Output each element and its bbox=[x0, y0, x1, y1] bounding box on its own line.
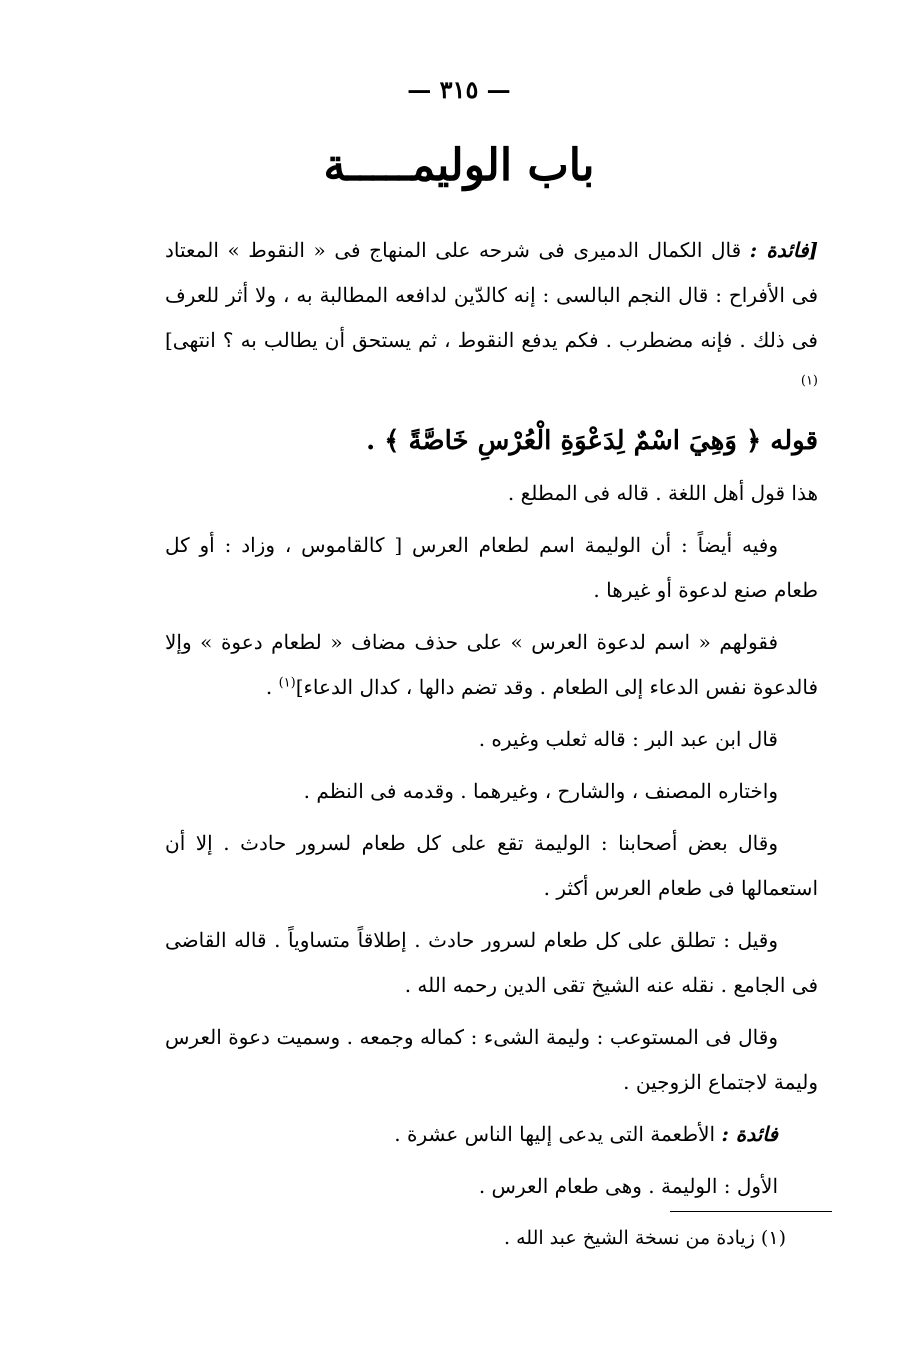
note-label: [فائدة : bbox=[749, 238, 818, 262]
paragraph bbox=[165, 717, 818, 762]
paragraph bbox=[165, 523, 818, 613]
quoted-statement bbox=[165, 415, 818, 467]
paragraph-text: الأول : الوليمة . وهى طعام العرس . bbox=[478, 1174, 778, 1198]
paragraph bbox=[165, 1164, 818, 1209]
paragraph-text: وقيل : تطلق على كل طعام لسرور حادث . إطلاقاً متساوياً . قاله القاضى فى الجامع . نقله عنه الشيخ تقى الدين رحمه الله . bbox=[165, 928, 818, 997]
paragraph bbox=[165, 769, 818, 814]
paragraph bbox=[165, 821, 818, 911]
note-label: فائدة : bbox=[721, 1122, 778, 1146]
paragraph-text: فقولهم « اسم لدعوة العرس » على حذف مضاف « لطعام دعوة » وإلا فالدعوة نفس الدعاء إلى الطعام . وقد تضم دالها ، كدال الدعاء] bbox=[165, 630, 818, 699]
paragraph bbox=[165, 1015, 818, 1105]
page-number: — ٣١٥ — bbox=[407, 75, 511, 104]
paragraph-text: واختاره المصنف ، والشارح ، وغيرهما . وقدمه فى النظم . bbox=[303, 779, 778, 803]
paragraph-text: وفيه أيضاً : أن الوليمة اسم لطعام العرس [ كالقاموس ، وزاد : أو كل طعام صنع لدعوة أو غيرها . bbox=[165, 533, 818, 602]
paragraph-note-nuqut bbox=[165, 228, 818, 408]
paragraph bbox=[165, 620, 818, 710]
footnote-divider bbox=[670, 1211, 832, 1212]
chapter-title: باب الوليمـــــة bbox=[323, 140, 595, 191]
paragraph bbox=[165, 471, 818, 516]
paragraph-text: الأطعمة التى يدعى إليها الناس عشرة . bbox=[394, 1122, 722, 1146]
paragraph-text: وقال فى المستوعب : وليمة الشىء : كماله وجمعه . وسميت دعوة العرس وليمة لاجتماع الزوجين . bbox=[165, 1025, 818, 1094]
paragraph-text: قوله ﴿ وَهِيَ اسْمٌ لِدَعْوَةِ الْعُرْسِ خَاصَّةً ﴾ . bbox=[366, 426, 818, 456]
paragraph-text: هذا قول أهل اللغة . قاله فى المطلع . bbox=[507, 481, 818, 505]
paragraph-text: قال ابن عبد البر : قاله ثعلب وغيره . bbox=[478, 727, 778, 751]
paragraph-note-foods bbox=[165, 1112, 818, 1157]
footnote: (١) زيادة من نسخة الشيخ عبد الله . bbox=[504, 1227, 786, 1249]
body-text bbox=[165, 228, 818, 1216]
footnote-ref: (١) bbox=[800, 373, 818, 389]
paragraph bbox=[165, 918, 818, 1008]
paragraph-text: وقال بعض أصحابنا : الوليمة تقع على كل طعام لسرور حادث . إلا أن استعمالها فى طعام العرس أكثر . bbox=[165, 831, 818, 900]
footnote-ref: (١) bbox=[278, 675, 296, 691]
paragraph-tail: . bbox=[265, 675, 279, 699]
paragraph-text: قال الكمال الدميرى فى شرحه على المنهاج فى « النقوط » المعتاد فى الأفراح : قال النجم البالسى : إنه كالدّين لدافعه المطالبة به ، ولا أثر للعرف فى ذلك . فإنه مضطرب . فكم يدفع النقوط ، ثم يستحق أن يطالب به ؟ انتهى] bbox=[165, 238, 818, 352]
